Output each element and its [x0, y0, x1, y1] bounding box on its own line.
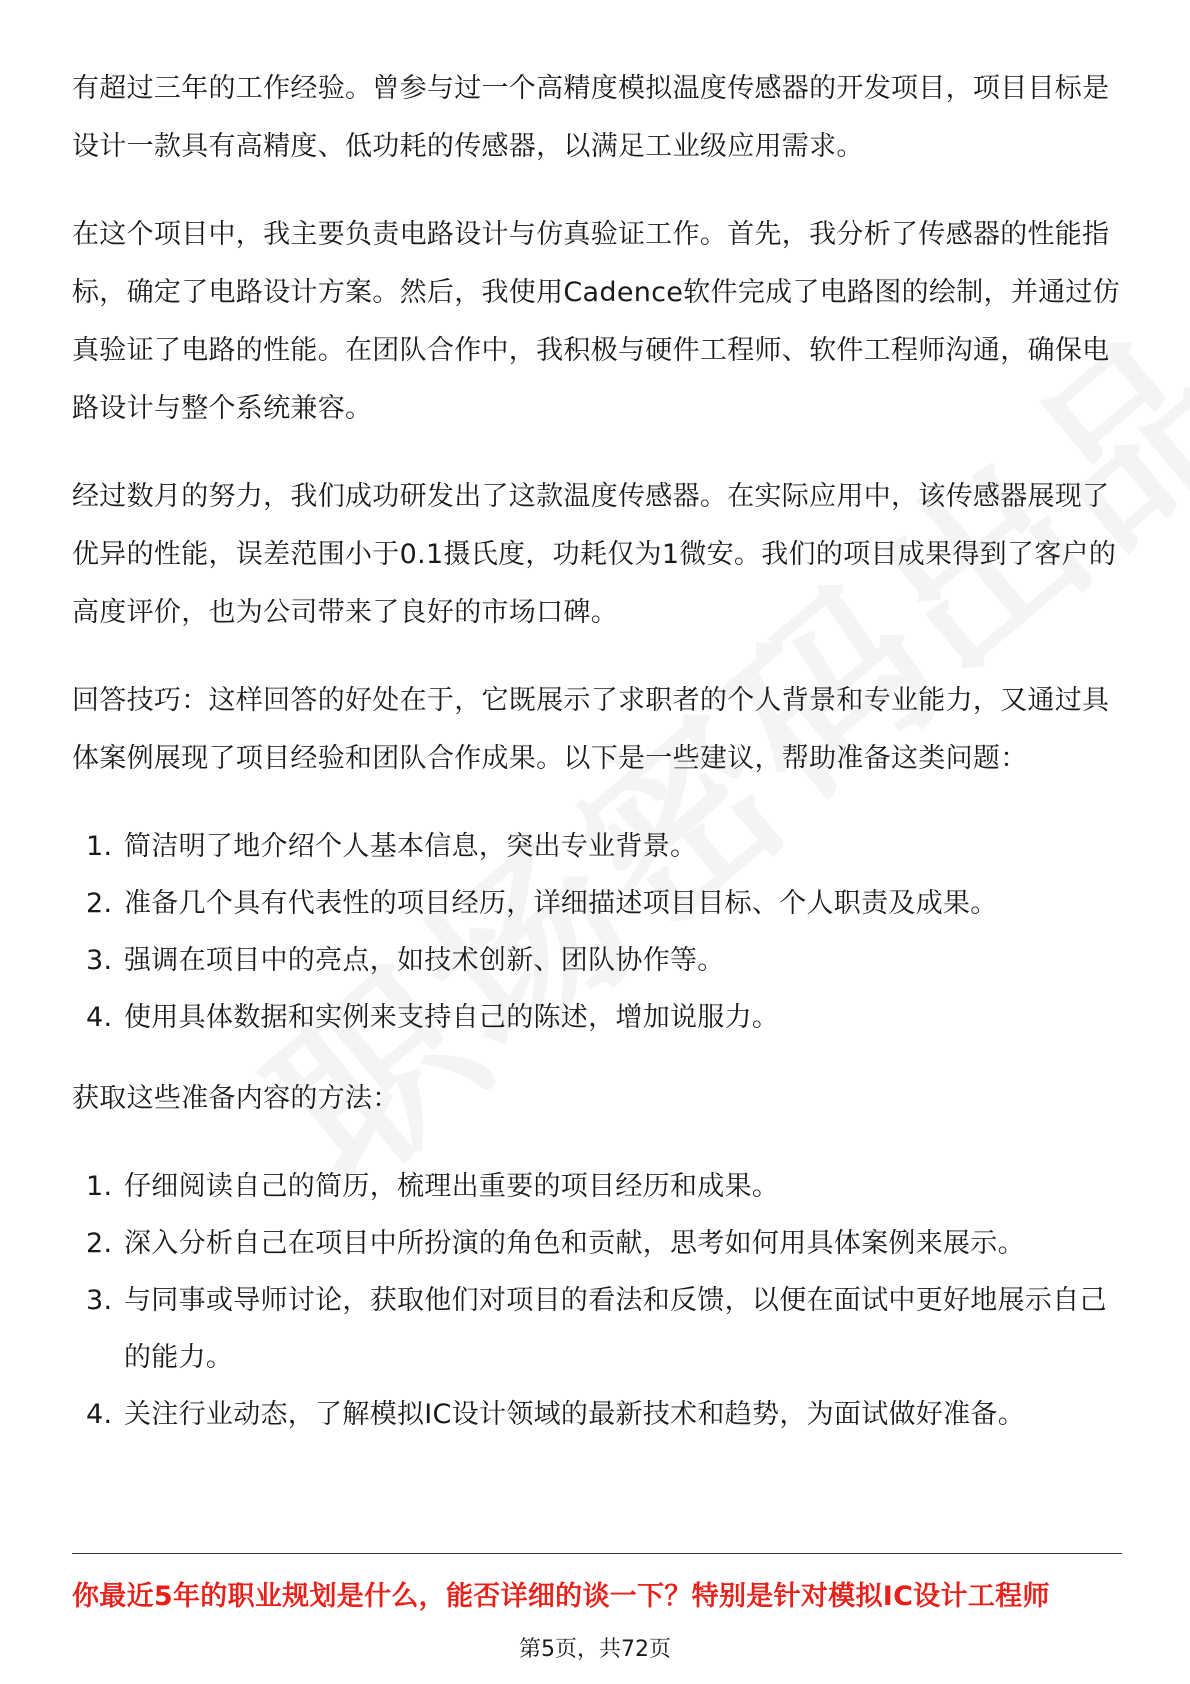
list-number: 2.	[86, 888, 113, 919]
list-item-text: 与同事或导师讨论，获取他们对项目的看法和反馈，以便在面试中更好地展示自己的能力。	[124, 1285, 1107, 1373]
list-number: 1.	[86, 831, 113, 862]
paragraph-results: 经过数月的努力，我们成功研发出了这款温度传感器。在实际应用中，该传感器展现了优异的性能，误差范围小于0.1摄氏度，功耗仅为1微安。我们的项目成果得到了客户的高度评价，也为公司带来了良好的市场口碑。	[72, 481, 1117, 628]
list-item	[72, 1386, 1122, 1443]
list-item-text: 简洁明了地介绍个人基本信息，突出专业背景。	[124, 831, 698, 862]
list-number: 1.	[86, 1171, 113, 1202]
list-item	[72, 989, 1122, 1046]
list-item	[72, 1272, 1122, 1386]
paragraph-experience-intro: 有超过三年的工作经验。曾参与过一个高精度模拟温度传感器的开发项目，项目目标是设计一款具有高精度、低功耗的传感器，以满足工业级应用需求。	[72, 73, 1110, 162]
list-item	[72, 1158, 1122, 1215]
list-number: 4.	[86, 1002, 113, 1033]
section-divider	[72, 1553, 1122, 1554]
list-item-text: 使用具体数据和实例来支持自己的陈述，增加说服力。	[124, 1002, 780, 1033]
list-item-text: 关注行业动态，了解模拟IC设计领域的最新技术和趋势，为面试做好准备。	[124, 1399, 1026, 1430]
document-body	[72, 60, 1122, 1467]
list-item	[72, 1215, 1122, 1272]
list-item	[72, 818, 1122, 875]
list-item-text: 深入分析自己在项目中所扮演的角色和贡献，思考如何用具体案例来展示。	[124, 1228, 1025, 1259]
methods-list	[72, 1158, 1122, 1443]
paragraph-responsibilities: 在这个项目中，我主要负责电路设计与仿真验证工作。首先，我分析了传感器的性能指标，确定了电路设计方案。然后，我使用Cadence软件完成了电路图的绘制，并通过仿真验证了电路的性能。在团队合作中，我积极与硬件工程师、软件工程师沟通，确保电路设计与整个系统兼容。	[72, 219, 1121, 424]
next-question-heading: 你最近5年的职业规划是什么，能否详细的谈一下？特别是针对模拟IC设计工程师	[72, 1581, 1050, 1612]
list-item	[72, 875, 1122, 932]
page-number: 第5页，共72页	[519, 1637, 671, 1662]
list-item	[72, 932, 1122, 989]
list-number: 4.	[86, 1399, 113, 1430]
tips-list	[72, 818, 1122, 1046]
methods-heading: 获取这些准备内容的方法：	[72, 1083, 400, 1114]
list-number: 3.	[86, 945, 113, 976]
list-number: 2.	[86, 1228, 113, 1259]
list-item-text: 仔细阅读自己的简历，梳理出重要的项目经历和成果。	[124, 1171, 780, 1202]
paragraph-answer-tips: 回答技巧：这样回答的好处在于，它既展示了求职者的个人背景和专业能力，又通过具体案例展现了项目经验和团队合作成果。以下是一些建议，帮助准备这类问题：	[72, 685, 1110, 774]
list-item-text: 强调在项目中的亮点，如技术创新、团队协作等。	[124, 945, 725, 976]
list-number: 3.	[86, 1285, 113, 1316]
list-item-text: 准备几个具有代表性的项目经历，详细描述项目目标、个人职责及成果。	[124, 888, 998, 919]
